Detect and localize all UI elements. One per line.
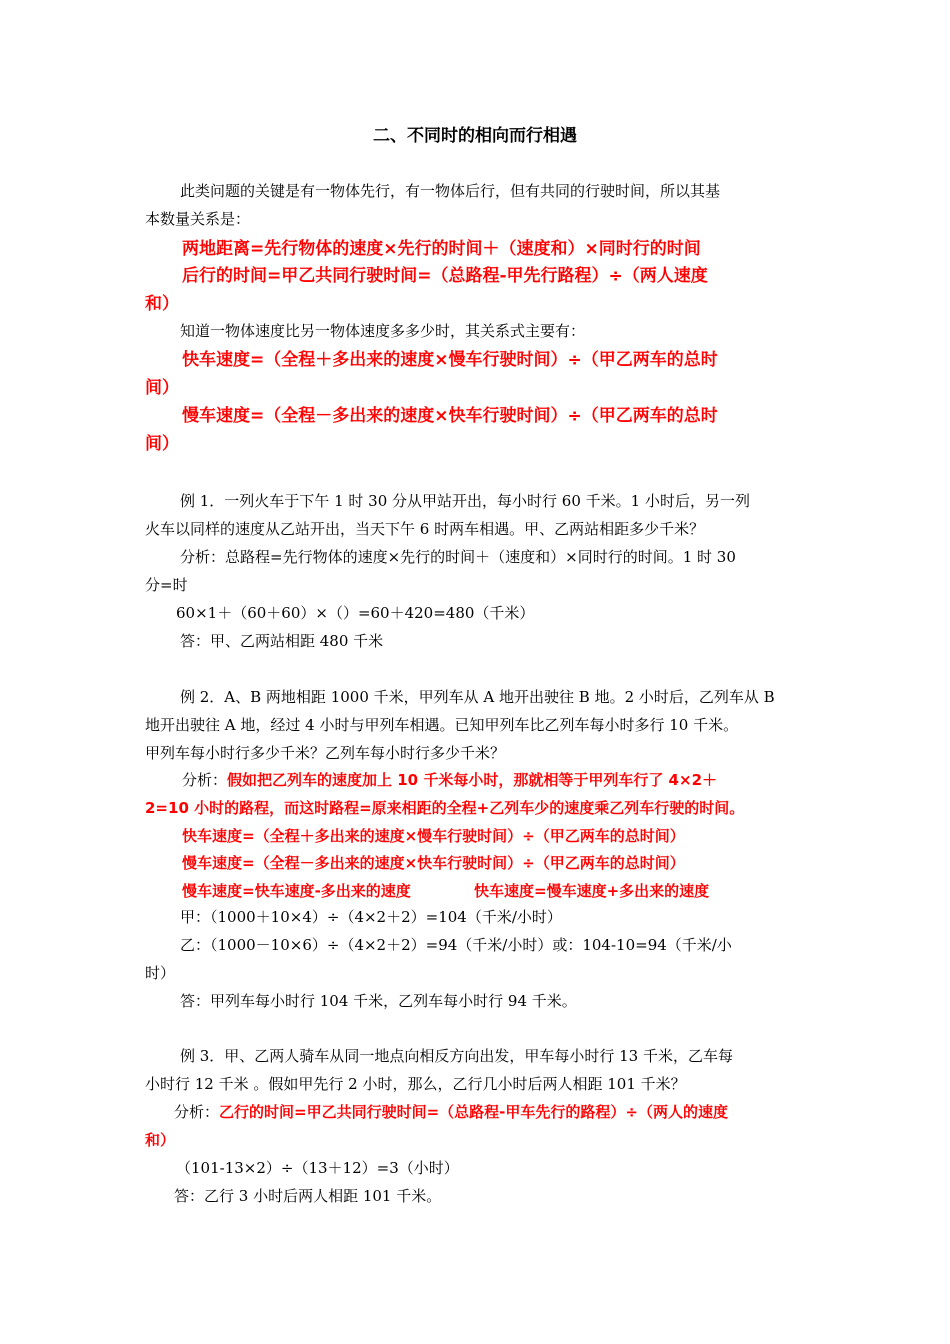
example2-question-line-1: 例 2．A、B 两地相距 1000 千米，甲列车从 A 地开出驶往 B 地。2 小时后，乙列车从 B — [180, 688, 775, 706]
example2-slow-speed-formula: 慢车速度=（全程－多出来的速度×快车行驶时间）÷（甲乙两车的总时间） — [182, 854, 685, 872]
example2-calc-yi-line-1: 乙：（1000－10×6）÷（4×2＋2）=94（千米/小时）或：104-10=94（千米/小 — [180, 936, 732, 954]
example1-question-line-1: 例 1．一列火车于下午 1 时 30 分从甲站开出，每小时行 60 千米。1 小时后，另一列 — [180, 492, 750, 510]
example3-analysis-text-1: 乙行的时间=甲乙共同行驶时间=（总路程-甲车先行的路程）÷（两人的速度 — [219, 1103, 728, 1121]
example1-calculation: 60×1＋（60＋60）×（）=60＋420=480（千米） — [176, 604, 535, 622]
example3-question-line-2: 小时行 12 千米 。假如甲先行 2 小时，那么，乙行几小时后两人相距 101 千米？ — [145, 1075, 686, 1093]
example3-question-line-1: 例 3．甲、乙两人骑车从同一地点向相反方向出发，甲车每小时行 13 千米，乙车每 — [180, 1047, 733, 1065]
example3-answer: 答：乙行 3 小时后两人相距 101 千米。 — [174, 1187, 442, 1205]
formula-distance: 两地距离=先行物体的速度×先行的时间＋（速度和）×同时行的时间 — [182, 239, 701, 259]
formula-later-time-b: 和） — [145, 294, 179, 314]
intro-line-1: 此类问题的关键是有一物体先行，有一物体后行，但有共同的行驶时间，所以其基 — [180, 182, 721, 200]
example1-question-line-2: 火车以同样的速度从乙站开出，当天下午 6 时两车相遇。甲、乙两站相距多少千米？ — [145, 520, 705, 538]
example2-question-line-2: 地开出驶往 A 地，经过 4 小时与甲列车相遇。已知甲列车比乙列车每小时多行 10 千米。 — [145, 716, 739, 734]
example1-answer: 答：甲、乙两站相距 480 千米 — [180, 632, 384, 650]
example3-analysis-line-2: 和） — [145, 1131, 176, 1149]
example2-answer: 答：甲列车每小时行 104 千米，乙列车每小时行 94 千米。 — [180, 992, 577, 1010]
example2-analysis-line-1 — [182, 769, 717, 791]
formula-slow-speed-b: 间） — [145, 434, 179, 454]
formula-slow-speed-a: 慢车速度=（全程－多出来的速度×快车行驶时间）÷（甲乙两车的总时 — [182, 406, 718, 426]
know-line: 知道一物体速度比另一物体速度多多少时，其关系式主要有： — [180, 322, 586, 340]
example2-analysis-text-1: 假如把乙列车的速度加上 10 千米每小时，那就相等于甲列车行了 4×2＋ — [227, 771, 718, 789]
example2-relation-slow: 慢车速度=快车速度-多出来的速度 — [182, 882, 411, 900]
example1-analysis-line-2: 分=时 — [145, 576, 188, 594]
formula-later-time-a: 后行的时间=甲乙共同行驶时间=（总路程-甲先行路程）÷（两人速度 — [182, 266, 708, 286]
example1-analysis-line-1: 分析：总路程=先行物体的速度×先行的时间＋（速度和）×同时行的时间。1 时 30 — [180, 548, 736, 566]
example3-analysis-line-1 — [174, 1101, 728, 1123]
example2-fast-speed-formula: 快车速度=（全程＋多出来的速度×慢车行驶时间）÷（甲乙两车的总时间） — [182, 827, 685, 845]
example2-calc-jia: 甲：（1000＋10×4）÷（4×2＋2）=104（千米/小时） — [180, 908, 562, 926]
formula-fast-speed-b: 间） — [145, 378, 179, 398]
example3-analysis-label: 分析： — [174, 1103, 220, 1121]
example2-calc-yi-line-2: 时） — [145, 964, 176, 982]
page-title: 二、不同时的相向而行相遇 — [373, 126, 577, 146]
example2-analysis-line-2: 2=10 小时的路程，而这时路程=原来相距的全程+乙列车少的速度乘乙列车行驶的时间。 — [145, 799, 745, 817]
example2-question-line-3: 甲列车每小时行多少千米？乙列车每小时行多少千米？ — [145, 744, 506, 762]
intro-line-2: 本数量关系是： — [145, 210, 251, 228]
example2-analysis-label: 分析： — [182, 771, 228, 789]
example3-calculation: （101-13×2）÷（13＋12）=3（小时） — [176, 1159, 459, 1177]
example2-relation-fast: 快车速度=慢车速度+多出来的速度 — [474, 882, 710, 900]
formula-fast-speed-a: 快车速度=（全程＋多出来的速度×慢车行驶时间）÷（甲乙两车的总时 — [182, 350, 718, 370]
